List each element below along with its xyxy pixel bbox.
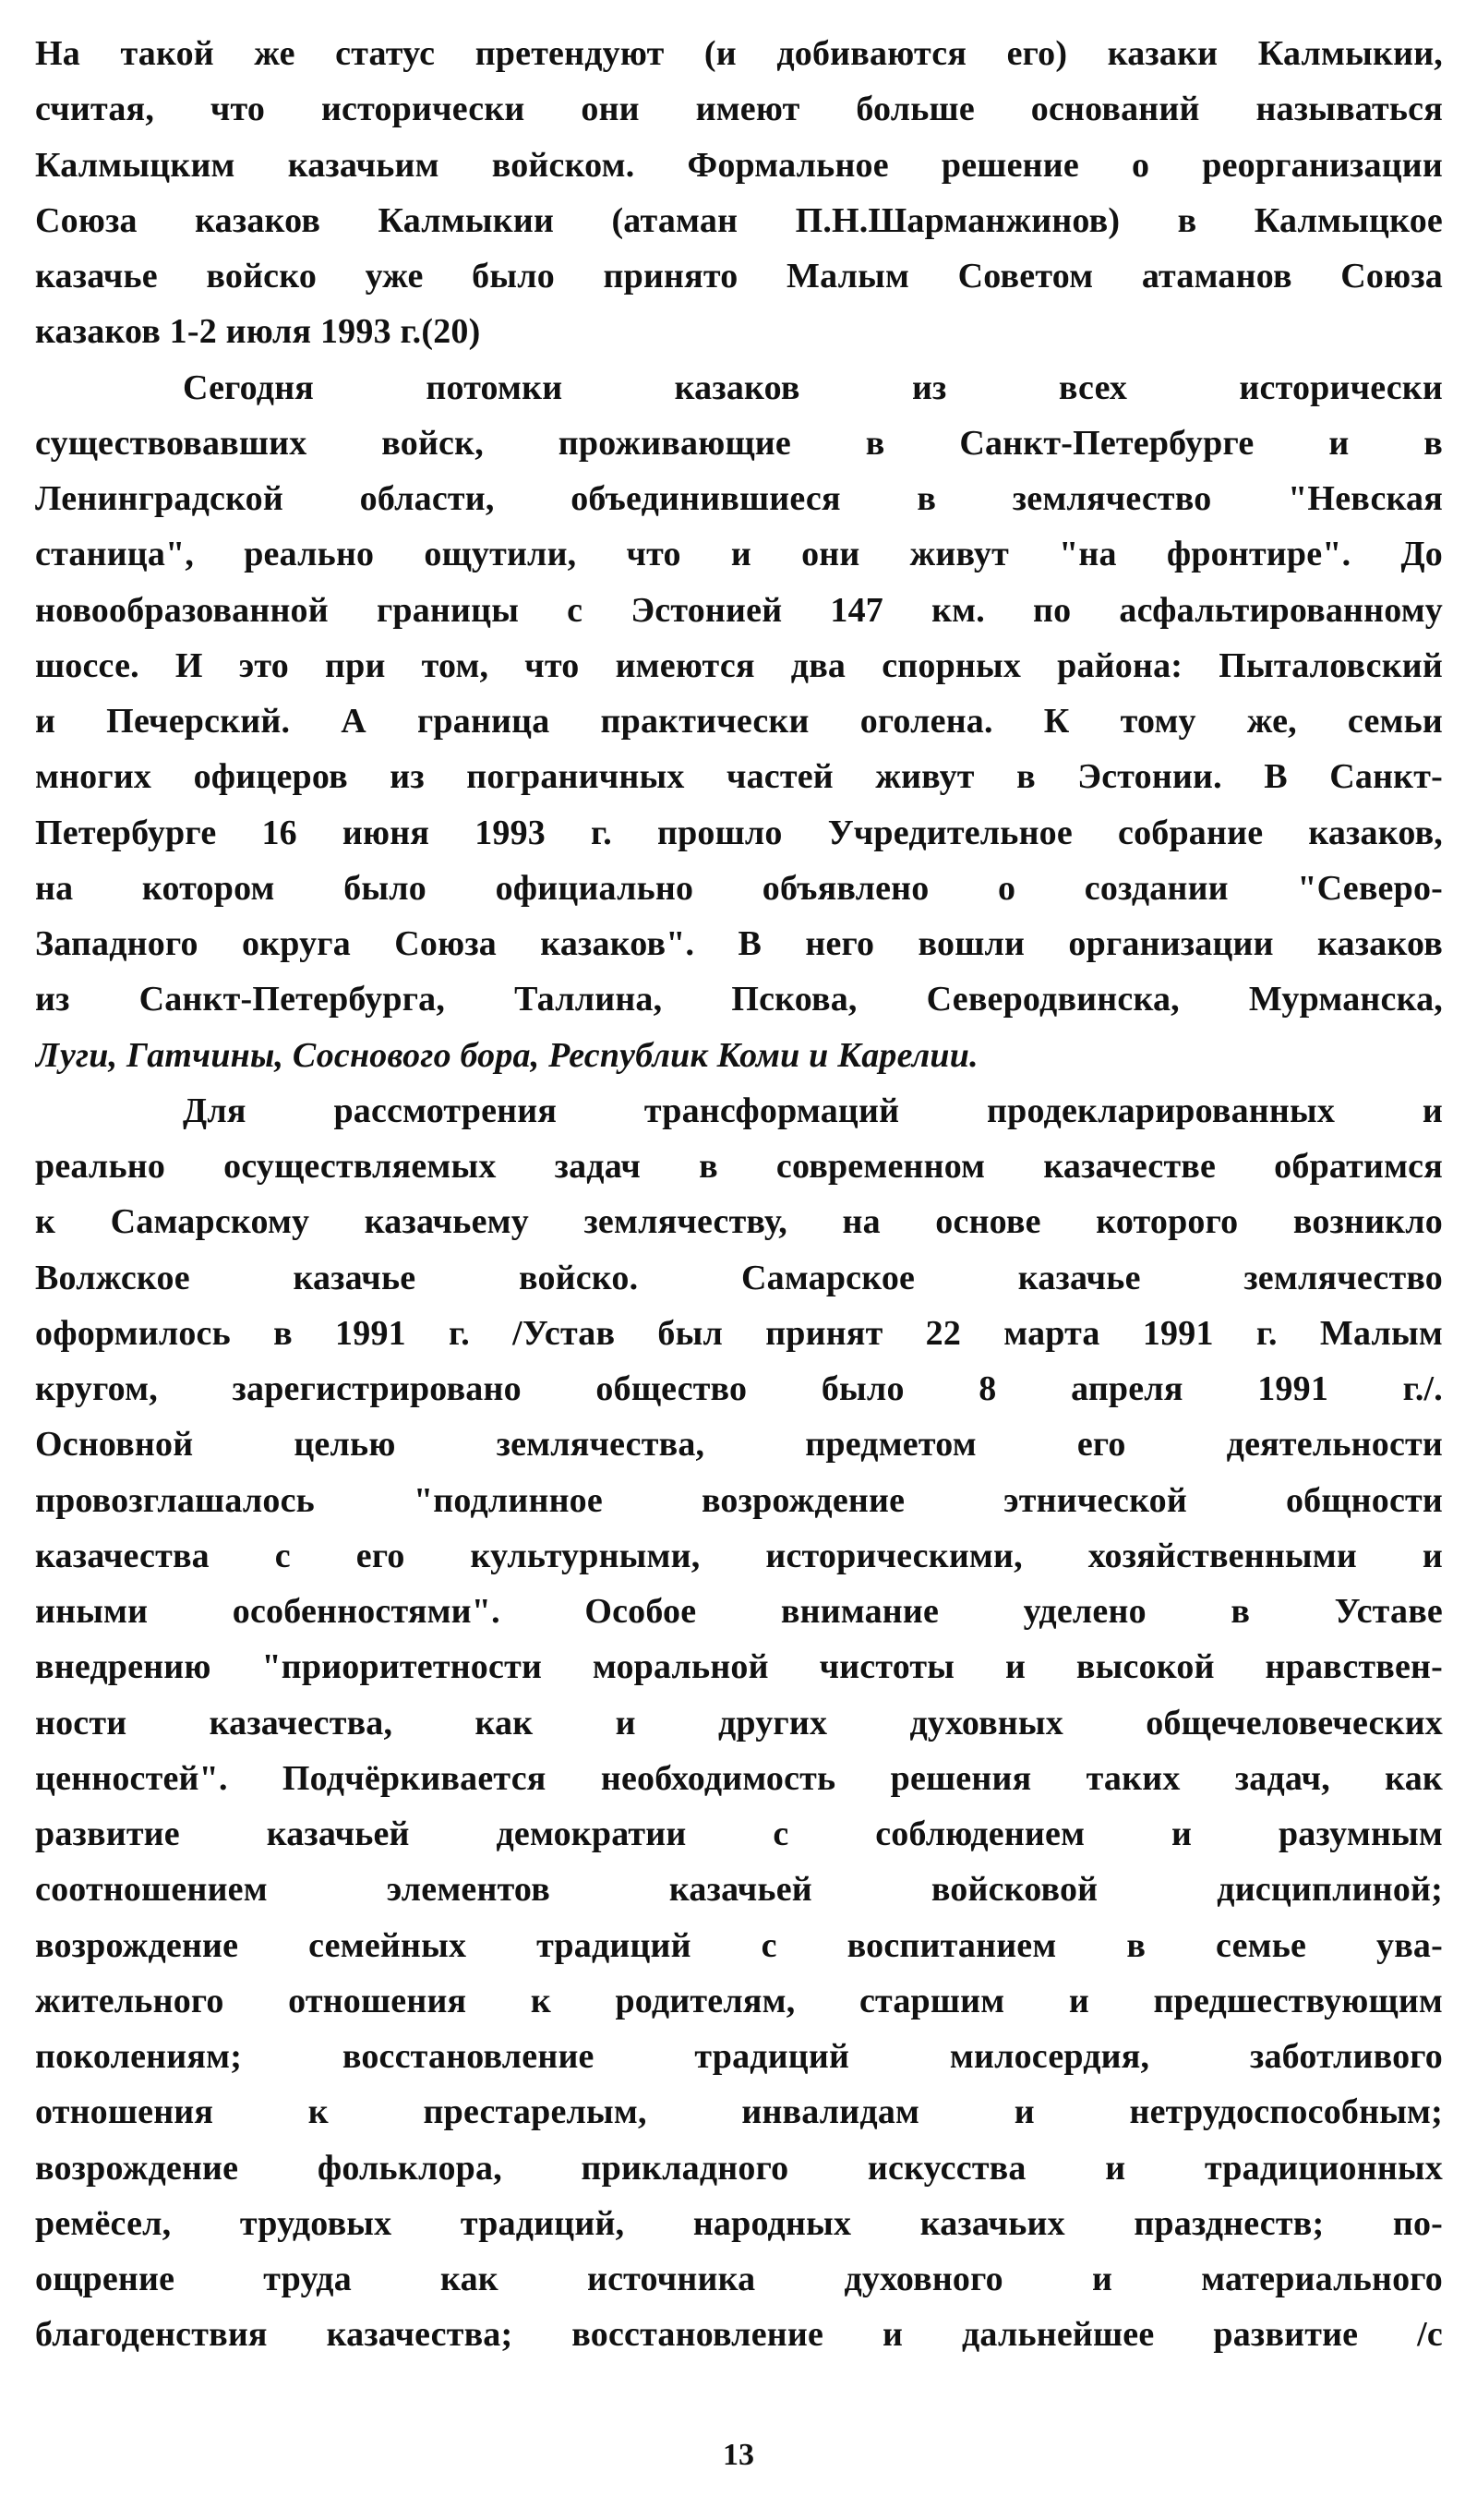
text-line: существовавших войск, проживающие в Санкт-Петербурге и в: [35, 423, 1443, 463]
text-line: реально осуществляемых задач в современном казачестве обратимся: [35, 1147, 1443, 1186]
text-line: считая, что исторически они имеют больше оснований называться: [35, 90, 1443, 129]
text-line: Для рассмотрения трансформаций продекларированных и: [183, 1091, 1443, 1130]
text-line: иными особенностями". Особое внимание уделено в Уставе: [35, 1592, 1443, 1631]
paragraph-1: [35, 26, 1443, 360]
text-line: ремёсел, трудовых традиций, народных казачьих празднеств; по-: [35, 2203, 1443, 2243]
text-line: и Печерский. А граница практически оголена. К тому же, семьи: [35, 702, 1443, 741]
text-line: кругом, зарегистрировано общество было 8 апреля 1991 г./.: [35, 1369, 1443, 1408]
text-line: новообразованной границы с Эстонией 147 км. по асфальтированному: [35, 590, 1443, 630]
text-line: ности казачества, как и других духовных общечеловеческих: [35, 1703, 1443, 1742]
text-line: казачества с его культурными, историческими, хозяйственными и: [35, 1536, 1443, 1575]
text-line: поколениям; восстановление традиций милосердия, заботливого: [35, 2037, 1443, 2076]
text-line: Основной целью землячества, предметом его деятельности: [35, 1425, 1443, 1465]
text-line: отношения к престарелым, инвалидам и нетрудоспособным;: [35, 2092, 1443, 2132]
text-line: шоссе. И это при том, что имеются два спорных района: Пыталовский: [35, 645, 1443, 685]
text-line: казаков 1-2 июля 1993 г.(20): [35, 312, 481, 352]
text-line: многих офицеров из пограничных частей живут в Эстонии. В Санкт-: [35, 757, 1443, 797]
text-line: возрождение семейных традиций с воспитанием в семье ува-: [35, 1925, 1443, 1965]
text-line: Петербурге 16 июня 1993 г. прошло Учредительное собрание казаков,: [35, 813, 1443, 852]
text-line: Волжское казачье войско. Самарское казачье землячество: [35, 1258, 1443, 1297]
text-line: станица", реально ощутили, что и они живут "на фронтире". До: [35, 535, 1443, 574]
text-line: ощрение труда как источника духовного и материального: [35, 2260, 1443, 2298]
italic-text: Луги, Гатчины, Соснового бора, Республик Коми и Карелии.: [35, 1035, 979, 1075]
document-page: [35, 26, 1443, 2363]
page-number: 13: [723, 2438, 754, 2472]
text-line: Сегодня потомки казаков из всех исторически: [183, 368, 1443, 407]
text-line: [35, 1028, 1443, 1083]
text-line: Западного округа Союза казаков". В него вошли организации казаков: [35, 924, 1443, 963]
text-line: казачье войско уже было принято Малым Советом атаманов Союза: [35, 257, 1443, 295]
text-line: На такой же статус претендуют (и добиваются его) казаки Калмыкии,: [35, 34, 1443, 73]
text-line: Союза казаков Калмыкии (атаман П.Н.Шарманжинов) в Калмыцкое: [35, 200, 1443, 240]
text-line: провозглашалось "подлинное возрождение этнической общности: [35, 1480, 1443, 1520]
text-line: соотношением элементов казачьей войсковой дисциплиной;: [35, 1870, 1443, 1910]
text-line: жительного отношения к родителям, старшим и предшествующим: [35, 1981, 1443, 2020]
text-line: ценностей". Подчёркивается необходимость решения таких задач, как: [35, 1758, 1443, 1798]
text-line: из Санкт-Петербурга, Таллина, Пскова, Северодвинска, Мурманска,: [35, 980, 1443, 1019]
text-line: на котором было официально объявлено о создании "Северо-: [35, 868, 1443, 908]
text-line: к Самарскому казачьему землячеству, на основе которого возникло: [35, 1202, 1443, 1242]
text-line: Ленинградской области, объединившиеся в землячество "Невская: [35, 479, 1443, 518]
text-line: развитие казачьей демократии с соблюдением и разумным: [35, 1815, 1443, 1853]
text-line: внедрению "приоритетности моральной чистоты и высокой нравствен-: [35, 1647, 1443, 1687]
text-line: благоденствия казачества; восстановление и дальнейшее развитие /с: [35, 2315, 1443, 2355]
text-line: возрождение фольклора, прикладного искусства и традиционных: [35, 2148, 1443, 2188]
text-line: Калмыцким казачьим войском. Формальное решение о реорганизации: [35, 145, 1443, 185]
paragraph-3: [35, 1083, 1443, 2363]
text-line: оформилось в 1991 г. /Устав был принят 22 марта 1991 г. Малым: [35, 1313, 1443, 1353]
paragraph-2: [35, 360, 1443, 1083]
